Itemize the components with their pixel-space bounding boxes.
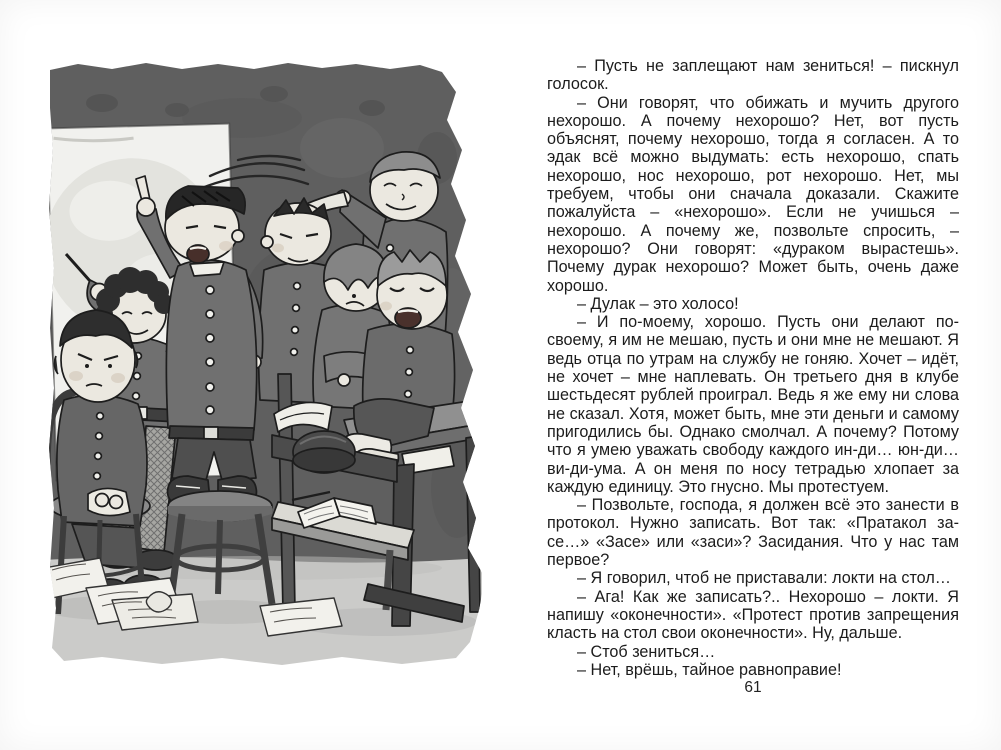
paragraph: – Ага! Как же записать?.. Нехорошо – локти. Я напишу «оконечности». «Протест против запрещения класть на стол свои оконечности». Ну, дальше. [547, 587, 959, 643]
paragraph: – Они говорят, что обижать и мучить другого нехорошо. А почему нехорошо? Нет, вот пусть объяснят, почему нехорошо, тогда я согласен. А то эдак всё можно выдумать: есть нехорошо, спать нехорошо, нос нехорошо, рот нехорошо. Нет, мы требуем, чтобы они сначала доказали. Скажите пожалуйста – «нехорошо». Если не учишься – нехорошо. А почему же, позвольте спросить, – нехорошо? Они говорят: «дураком вырастешь». Почему дурак нехорошо? Может быть, очень даже хорошо. [547, 93, 959, 295]
paragraph: – Позвольте, господа, я должен всё это занести в протокол. Нужно записать. Вот так: «Пратакол за-се…» «Засе» или «заси»? Засидания. Что у нас там первое? [547, 496, 959, 570]
paragraph: – Я говорил, чтоб не приставали: локти на стол… [577, 569, 951, 588]
paragraph: – Пусть не заплещают нам зениться! – пискнул голосок. [547, 57, 959, 94]
text-column [547, 57, 959, 679]
illustration-svg [42, 8, 482, 678]
crumpled-paper [146, 592, 171, 612]
paragraph: – Нет, врёшь, тайное равноправие! [577, 660, 842, 679]
paragraph: – Стоб зениться… [577, 642, 716, 661]
page-number: 61 [744, 679, 762, 696]
paragraph: – И по-моему, хорошо. Пусть они делают по-своему, я им не мешаю, пусть и они мне не мешают. Я ведь отца по утрам на службу не гоняю. Хочет – идёт, не хочет – мне наплевать. Он третьего дня в клубе шестьдесят рублей проиграл. Ведь я же ему ни слова не сказал. Хотя, может быть, мне эти деньги и самому пригодились бы. Однако смолчал. А почему? Потому что я умею уважать свободу каждого ин-ди… юн-ди… ви-ди-ума. А он меня по носу тетрадью хлопает за каждую единицу. Это гнусно. Мы протестуем. [547, 313, 959, 496]
paragraph: – Дулак – это холосо! [577, 294, 739, 313]
illustration-classroom-scene [42, 8, 482, 678]
